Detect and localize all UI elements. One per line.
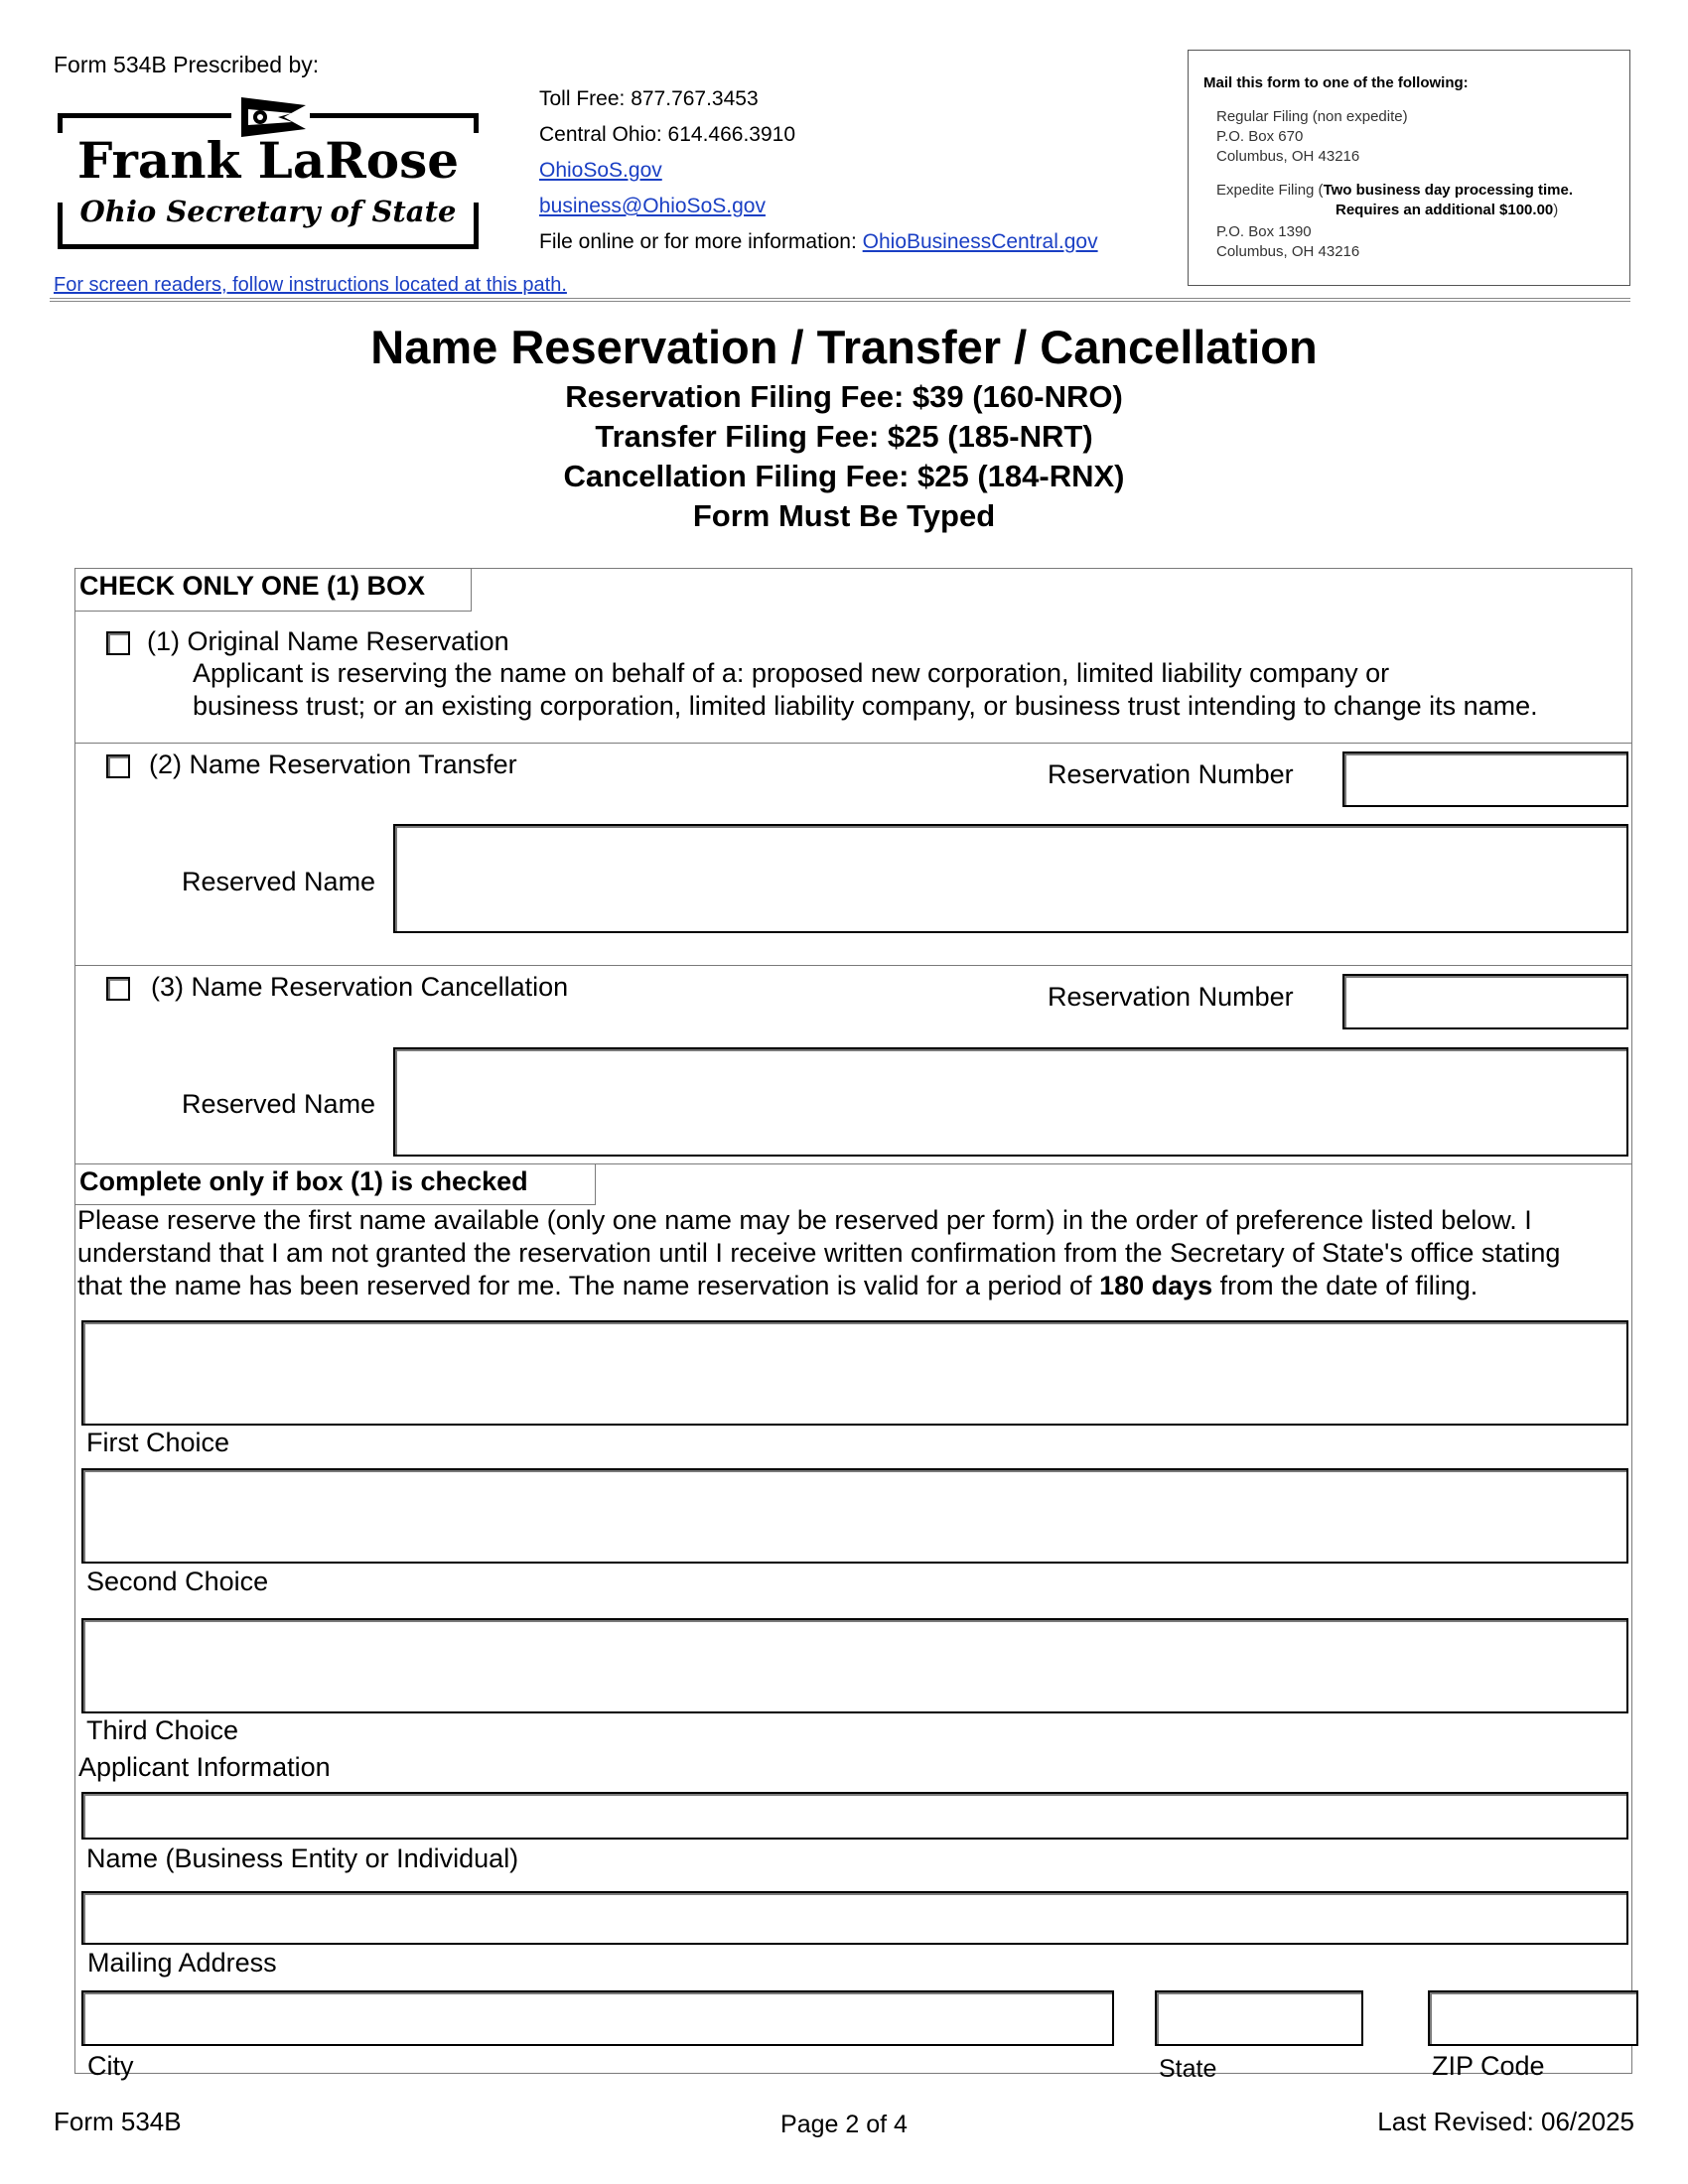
expedite-box: P.O. Box 1390	[1216, 223, 1312, 240]
file-online	[539, 230, 1098, 254]
option1-desc-line1: Applicant is reserving the name on behalf of a: proposed new corporation, limited liability company or	[193, 658, 1390, 688]
city-input[interactable]	[81, 1990, 1114, 2046]
para-180-days: 180 days	[1099, 1271, 1213, 1300]
logo-name: Frank LaRose	[76, 131, 460, 190]
option3-reservation-number-label: Reservation Number	[1048, 982, 1294, 1012]
first-choice-input[interactable]	[81, 1320, 1628, 1426]
mail-title: Mail this form to one of the following:	[1203, 74, 1469, 91]
divider-2	[74, 965, 1632, 966]
expedite-label	[1216, 182, 1573, 199]
applicant-name-input[interactable]	[81, 1792, 1628, 1840]
option1-desc-line2: business trust; or an existing corporation, limited liability company, or business trust intending to change its name.	[193, 691, 1538, 721]
option2-reserved-name-input[interactable]	[393, 824, 1628, 933]
expedite-label-text: Expedite Filing (	[1216, 182, 1324, 199]
fee-transfer: Transfer Filing Fee: $25 (185-NRT)	[595, 419, 1093, 454]
expedite-note-line2	[1336, 202, 1558, 218]
central-ohio-phone: Central Ohio: 614.466.3910	[539, 123, 796, 146]
state-input[interactable]	[1155, 1990, 1363, 2046]
option3-label: (3) Name Reservation Cancellation	[151, 972, 569, 1002]
option1-checkbox[interactable]	[106, 631, 130, 655]
third-choice-input[interactable]	[81, 1618, 1628, 1713]
option3-checkbox[interactable]	[106, 977, 130, 1001]
choices-para-line3	[77, 1271, 1477, 1301]
para-line3-a: that the name has been reserved for me. The name reservation is valid for a period of	[77, 1271, 1100, 1300]
option2-reservation-number-label: Reservation Number	[1048, 759, 1294, 789]
ohio-sos-logo	[58, 95, 479, 252]
option2-checkbox[interactable]	[106, 754, 130, 778]
mail-instructions-box	[1188, 50, 1630, 286]
option1-label: (1) Original Name Reservation	[147, 626, 509, 656]
option2-reserved-name-label: Reserved Name	[182, 867, 376, 896]
prescribed-by: Form 534B Prescribed by:	[54, 52, 320, 77]
first-choice-label: First Choice	[86, 1428, 230, 1457]
footer-revised: Last Revised: 06/2025	[1377, 2107, 1634, 2136]
divider-1	[74, 743, 1632, 744]
regular-box: P.O. Box 670	[1216, 128, 1304, 145]
logo-subtitle: Ohio Secretary of State	[79, 195, 457, 228]
zip-label: ZIP Code	[1432, 2051, 1545, 2081]
choices-para-line1: Please reserve the first name available (only one name may be reserved per form) in the order of preference listed below. I	[77, 1205, 1532, 1235]
para-line3-b: from the date of filing.	[1212, 1271, 1478, 1300]
toll-free: Toll Free: 877.767.3453	[539, 87, 759, 110]
footer-form-id: Form 534B	[54, 2107, 182, 2136]
complete-only-tag: Complete only if box (1) is checked	[74, 1163, 596, 1205]
applicant-name-label: Name (Business Entity or Individual)	[86, 1843, 519, 1873]
state-label: State	[1159, 2055, 1217, 2083]
fee-reservation: Reservation Filing Fee: $39 (160-NRO)	[565, 379, 1123, 414]
email-link[interactable]: business@OhioSoS.gov	[539, 195, 766, 217]
option2-reservation-number-input[interactable]	[1342, 751, 1628, 807]
footer-page: Page 2 of 4	[780, 2111, 908, 2138]
typed-notice: Form Must Be Typed	[692, 498, 996, 533]
business-central-link[interactable]: OhioBusinessCentral.gov	[862, 230, 1098, 253]
form-title: Name Reservation / Transfer / Cancellation	[370, 321, 1318, 373]
file-online-text: File online or for more information:	[539, 230, 863, 253]
expedite-close: )	[1553, 202, 1559, 218]
website-link[interactable]: OhioSoS.gov	[539, 159, 662, 182]
option3-reserved-name-label: Reserved Name	[182, 1089, 376, 1119]
fee-cancellation: Cancellation Filing Fee: $25 (184-RNX)	[563, 459, 1125, 493]
regular-label: Regular Filing (non expedite)	[1216, 108, 1408, 125]
expedite-note-1: Two business day processing time.	[1323, 182, 1574, 199]
applicant-heading: Applicant Information	[78, 1752, 331, 1782]
expedite-note-2: Requires an additional $100.00	[1336, 202, 1554, 218]
regular-city: Columbus, OH 43216	[1216, 148, 1360, 165]
choices-para-line2: understand that I am not granted the reservation until I receive written confirmation from the Secretary of State's office stating	[77, 1238, 1561, 1268]
option2-label: (2) Name Reservation Transfer	[149, 750, 517, 779]
mailing-address-input[interactable]	[81, 1891, 1628, 1945]
screen-reader-link[interactable]: For screen readers, follow instructions located at this path.	[54, 274, 567, 296]
expedite-city: Columbus, OH 43216	[1216, 243, 1360, 260]
city-label: City	[87, 2051, 134, 2081]
check-one-tag: CHECK ONLY ONE (1) BOX	[74, 568, 472, 612]
third-choice-label: Third Choice	[86, 1715, 239, 1745]
header-divider	[50, 298, 1630, 302]
zip-input[interactable]	[1428, 1990, 1638, 2046]
option3-reservation-number-input[interactable]	[1342, 974, 1628, 1029]
second-choice-input[interactable]	[81, 1468, 1628, 1564]
mailing-address-label: Mailing Address	[87, 1948, 277, 1978]
second-choice-label: Second Choice	[86, 1567, 269, 1596]
option3-reserved-name-input[interactable]	[393, 1047, 1628, 1157]
